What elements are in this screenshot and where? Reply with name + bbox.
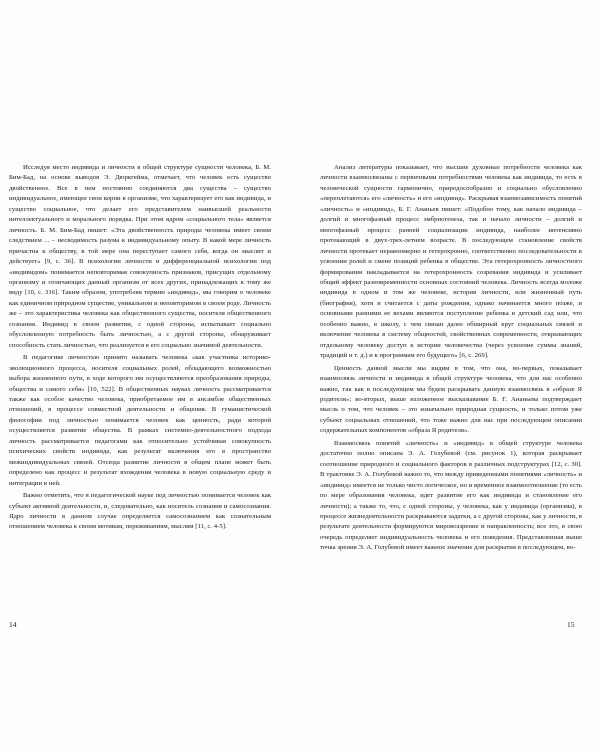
right-page-body xyxy=(320,163,582,554)
left-paragraph-3: Важно отметить, что в педагогической науке под личностью понимается человек как субъект активной деятельности, и, следовательно, как носитель сознания и самосознания. Ядро личности в данном случае определяется самосознанием как сознательным отношением человека к своим мотивам, переживаниям, мыслям [11, с. 4-5]. xyxy=(9,492,271,531)
left-page-number: 14 xyxy=(9,620,17,629)
right-page-number: 15 xyxy=(567,620,575,629)
left-paragraph-1: Исследуя место индивида и личности в общей структуре сущности человека, Б. М. Бим-Бад, на основе выводов Э. Дюркгейма, отмечает, что человек есть существо двойственное. Все в нем постоянно соединяются два существа – существо индивидуальное, имеющее свои корни в организме, что характеризует его как индивида, и существо социальное, что делает его представителем наивысшей реальности интеллектуального и морального порядка. При этом ядром «социального тела» является личность. Б. М. Бим-Бад пишет: «Эта двойственность природы человека имеет своим следствием ... – несводимость разума к индивидуальному опыту. В какой мере личность причастна к обществу, в той мере она переступает самого себя, когда он мыслит и действует» [9, с. 36]. В психологии личности и дифференциальной психологии под «индивидом» понимается неповторимая совокупность признаков, присущих отдельному организму и отличающих данный организм от всех других, принадлежащих к тому же виду [10, с. 316]. Таким образом, употребляя термин «индивид», мы говорим о человеке как единичном природном существе, уникальном и неповторимом в своем роде. Личность же – это характеристика человека как общественного существа, носителя общественного сознания. Индивид в своем развитии, с одной стороны, испытывает социально обусловленную потребность быть личностью, а с другой стороны, обнаруживает способность стать личностью, что реализуется в его социально значимой деятельности. xyxy=(9,164,271,349)
right-paragraph-3: Взаимосвязь понятий «личность» и «индивид» в общей структуре человека достаточно полно описана Э. А. Голубевой (см. рисунок 1), которая раскрывает соотношение природного и социального факторов в различных подструктурах [12, с. 30]. В трактовке Э. А. Голубевой важно то, что между приведенными понятиями «личность» и «индивид» имеется не только чисто логическое, но и временное взаимоотношение (то есть по мере образования человека, идет развитие его как индивида и становление его личности); а также то, что, с одной стороны, у человека, как у индивида (организма), в процессе жизнедеятельности раскрываются задатки, а с другой стороны, как у личности, в результате деятельности формируются мировоззрение и направленность; все это, в свою очередь определяет индивидуальность человека и его поведения. Представленная выше точка зрения Э. А. Голубевой имеет важное значение для раскрытия в последующем, во- xyxy=(320,439,582,552)
right-paragraph-1: Анализ литературы показывает, что высшие духовные потребности человека как личности взаимосвязаны с первичными потребностями человека как индивида, то есть в человеческой сущности гармонично, природосообразно и социально обусловленно «переплетаются» его «личность» и его «индивид». Раскрывая взаимозависимость понятий «личность» и «индивид», Б. Г. Ананьев пишет: «Подобно тому, как начало индивида – долгий и многофазный процесс эмбриогенеза, так и начало личности – долгий и многофазный процесс ранней социализации индивида, наиболее интенсивно протекающий в двух-трех-летнем возрасте. В последующем становление свойств личности протекает неравномерно и гетерохронно, соответственно последовательности в усвоении ролей и смене позиций ребенка в обществе. Эта гетерохронность личностного формирования накладывается на гетерохронность созревания индивида и усиливает общий эффект разновременности основных состояний человека. Личность всегда моложе индивида в одном и том же человеке, история личности, или жизненный путь (биография), хотя и считается с даты рождения, однако начинается много позже, и основными ранними ее вехами являются поступление ребенка в детский сад или, что особенно важно, в школу, с чем связан далее обширный круг социальных связей и включение человека в систему общностей, свойственных современности, открывающих отдельному человеку доступ к истории человечества (через усвоение суммы знаний, традиций и т. д.) и к программам его будущего» [6, с. 269]. xyxy=(320,164,582,360)
left-page-body xyxy=(9,163,271,533)
right-paragraph-2: Ценность данной мысли мы видим в том, что она, во-первых, показывает взаимосвязь личности и индивида в общей структуре человека, что для нас особенно важно, так как в последующем мы будем раскрывать данную взаимосвязь в «образе Я родителя»; во-вторых, выше изложенное высказывание Б. Г. Ананьева подтверждает мысль о том, что человек – это изначально природная сущность, и только потом уже субъект социальных отношений, что тоже важно для нас при последующем описании содержательных компонентов «образа Я родителя». xyxy=(320,364,582,435)
left-paragraph-2: В педагогике личностью принято называть человека «как участника историко-эволюционного процесса, носителя социальных ролей, обладающего возможностью выбора жизненного пути, в ходе которого им осуществляются преобразования природы, общества и самого себя» [10, 522]. В общественных науках личность рассматривается также как особое качество человека, приобретаемое им в ансамбле общественных отношений, в процессе совместной деятельности и общения. В гуманистической философии под личностью понимается человек как ценность, ради которой осуществляется развитие общества. В рамках системно-деятельностного подхода личность рассматривается педагогами как относительно устойчивая совокупность психических свойств индивида, как результат включения его в пространство межиндивидуальных связей. Отсюда развитие личности в общем плане может быть определено как процесс и результат вхождения человека в новую социальную среду и интеграции в ней. xyxy=(9,354,271,487)
